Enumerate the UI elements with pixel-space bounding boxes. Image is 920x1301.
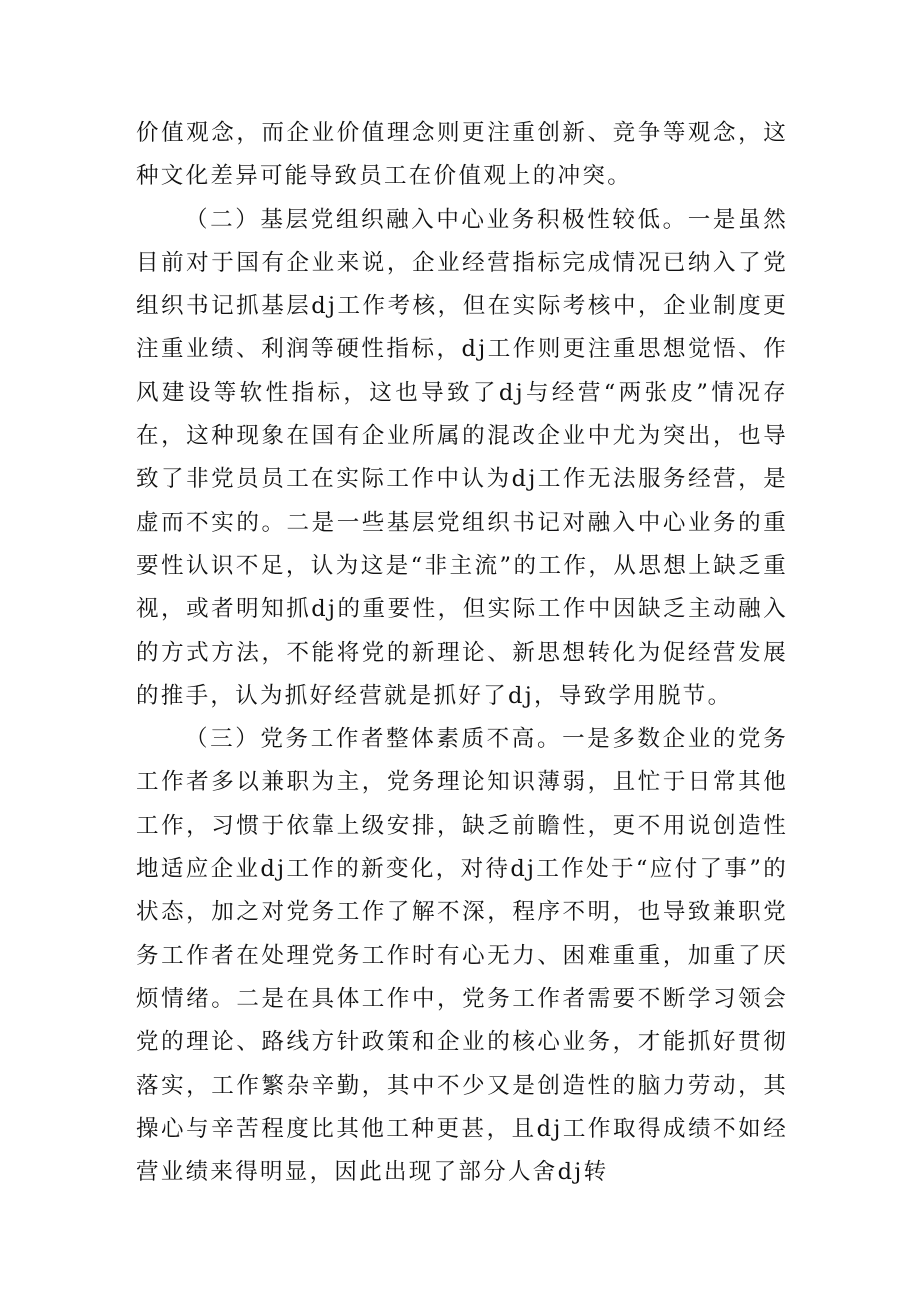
paragraph-section-three: （三）党务工作者整体素质不高。一是多数企业的党务工作者多以兼职为主，党务理论知识薄弱，且忙于日常其他工作，习惯于依靠上级安排，缺乏前瞻性，更不用说创造性地适应企业dj工作的新变化，对待dj工作处于“应付了事”的状态，加之对党务工作了解不深，程序不明，也导致兼职党务工作者在处理党务工作时有心无力、困难重重，加重了厌烦情绪。二是在具体工作中，党务工作者需要不断学习领会党的理论、路线方针政策和企业的核心业务，才能抓好贯彻落实，工作繁杂辛勤，其中不少又是创造性的脑力劳动，其操心与辛苦程度比其他工种更甚，且dj工作取得成绩不如经营业绩来得明显，因此出现了部分人舍dj转 [136,726,788,1186]
paragraph-continuation: 价值观念，而企业价值理念则更注重创新、竞争等观念，这种文化差异可能导致员工在价值观上的冲突。 [136,120,788,190]
body-text [136,112,788,1194]
paragraph-section-two: （二）基层党组织融入中心业务积极性较低。一是虽然目前对于国有企业来说，企业经营指标完成情况已纳入了党组织书记抓基层dj工作考核，但在实际考核中，企业制度更注重业绩、利润等硬性指标，dj工作则更注重思想觉悟、作风建设等软性指标，这也导致了dj与经营“两张皮”情况存在，这种现象在国有企业所属的混改企业中尤为突出，也导致了非党员员工在实际工作中认为dj工作无法服务经营，是虚而不实的。二是一些基层党组织书记对融入中心业务的重要性认识不足，认为这是“非主流”的工作，从思想上缺乏重视，或者明知抓dj的重要性，但实际工作中因缺乏主动融入的方式方法，不能将党的新理论、新思想转化为促经营发展的推手，认为抓好经营就是抓好了dj，导致学用脱节。 [136,206,788,709]
